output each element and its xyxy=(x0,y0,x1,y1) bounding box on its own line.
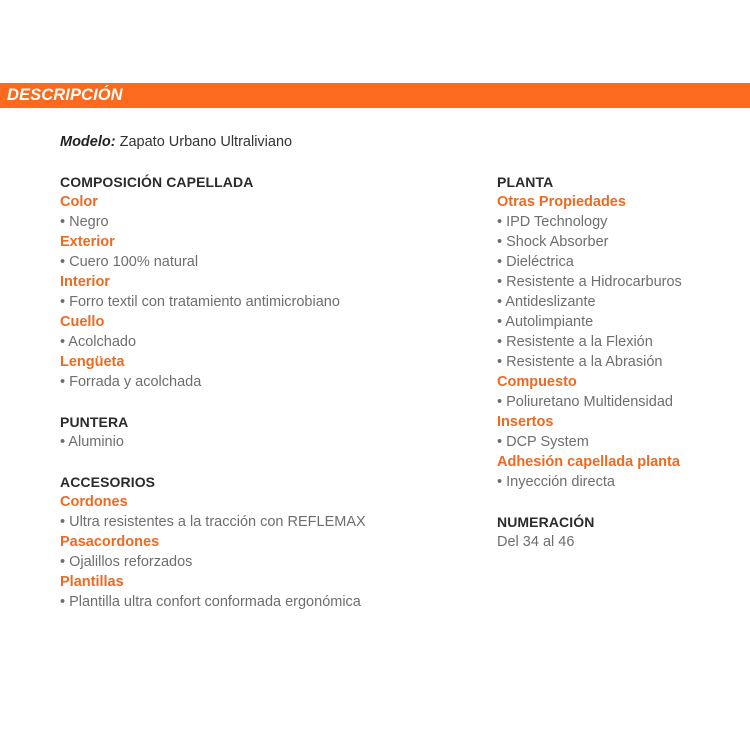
description-banner xyxy=(0,83,750,108)
propiedades-label: Otras Propiedades xyxy=(497,194,626,210)
cuello-label: Cuello xyxy=(60,314,105,330)
exterior-label: Exterior xyxy=(60,234,115,250)
puntera-item: • Aluminio xyxy=(60,434,124,450)
numeracion-heading: NUMERACIÓN xyxy=(497,514,595,530)
compuesto-item: • Poliuretano Multidensidad xyxy=(497,394,673,410)
capellada-heading: COMPOSICIÓN CAPELLADA xyxy=(60,174,254,190)
lengueta-label: Lengüeta xyxy=(60,354,125,370)
lengueta-item: • Forrada y acolchada xyxy=(60,374,202,390)
compuesto-label: Compuesto xyxy=(497,374,577,390)
right-column xyxy=(497,172,750,552)
propiedades-item: • Autolimpiante xyxy=(497,314,594,330)
numeracion-value: Del 34 al 46 xyxy=(497,534,575,550)
cordones-item: • Ultra resistentes a la tracción con REFLEMAX xyxy=(60,514,366,530)
planta-heading: PLANTA xyxy=(497,174,554,190)
adhesion-item: • Inyección directa xyxy=(497,474,615,490)
model-value: Zapato Urbano Ultraliviano xyxy=(119,134,293,150)
color-label: Color xyxy=(60,194,98,210)
cordones-label: Cordones xyxy=(60,494,128,510)
spacer xyxy=(497,492,750,512)
pasacordones-label: Pasacordones xyxy=(60,534,160,550)
interior-item: • Forro textil con tratamiento antimicrobiano xyxy=(60,294,340,310)
cuello-item: • Acolchado xyxy=(60,334,137,350)
propiedades-item: • Antideslizante xyxy=(497,294,596,310)
propiedades-item: • IPD Technology xyxy=(497,214,608,230)
color-item: • Negro xyxy=(60,214,109,230)
exterior-item: • Cuero 100% natural xyxy=(60,254,199,270)
pasacordones-item: • Ojalillos reforzados xyxy=(60,554,193,570)
propiedades-item: • Shock Absorber xyxy=(497,234,609,250)
insertos-item: • DCP System xyxy=(497,434,589,450)
propiedades-item: • Dieléctrica xyxy=(497,254,574,270)
interior-label: Interior xyxy=(60,274,110,290)
left-column xyxy=(60,172,480,612)
propiedades-item: • Resistente a la Abrasión xyxy=(497,354,663,370)
propiedades-item: • Resistente a Hidrocarburos xyxy=(497,274,682,290)
adhesion-label: Adhesión capellada planta xyxy=(497,454,680,470)
propiedades-item: • Resistente a la Flexión xyxy=(497,334,653,350)
insertos-label: Insertos xyxy=(497,414,554,430)
model-label: Modelo: xyxy=(60,134,116,150)
accesorios-heading: ACCESORIOS xyxy=(60,474,156,490)
model-line xyxy=(60,133,292,151)
plantillas-label: Plantillas xyxy=(60,574,124,590)
description-title: DESCRIPCIÓN xyxy=(7,86,123,104)
plantillas-item: • Plantilla ultra confort conformada ergonómica xyxy=(60,594,361,610)
puntera-heading: PUNTERA xyxy=(60,414,129,430)
spacer xyxy=(60,392,480,412)
spacer xyxy=(60,452,480,472)
